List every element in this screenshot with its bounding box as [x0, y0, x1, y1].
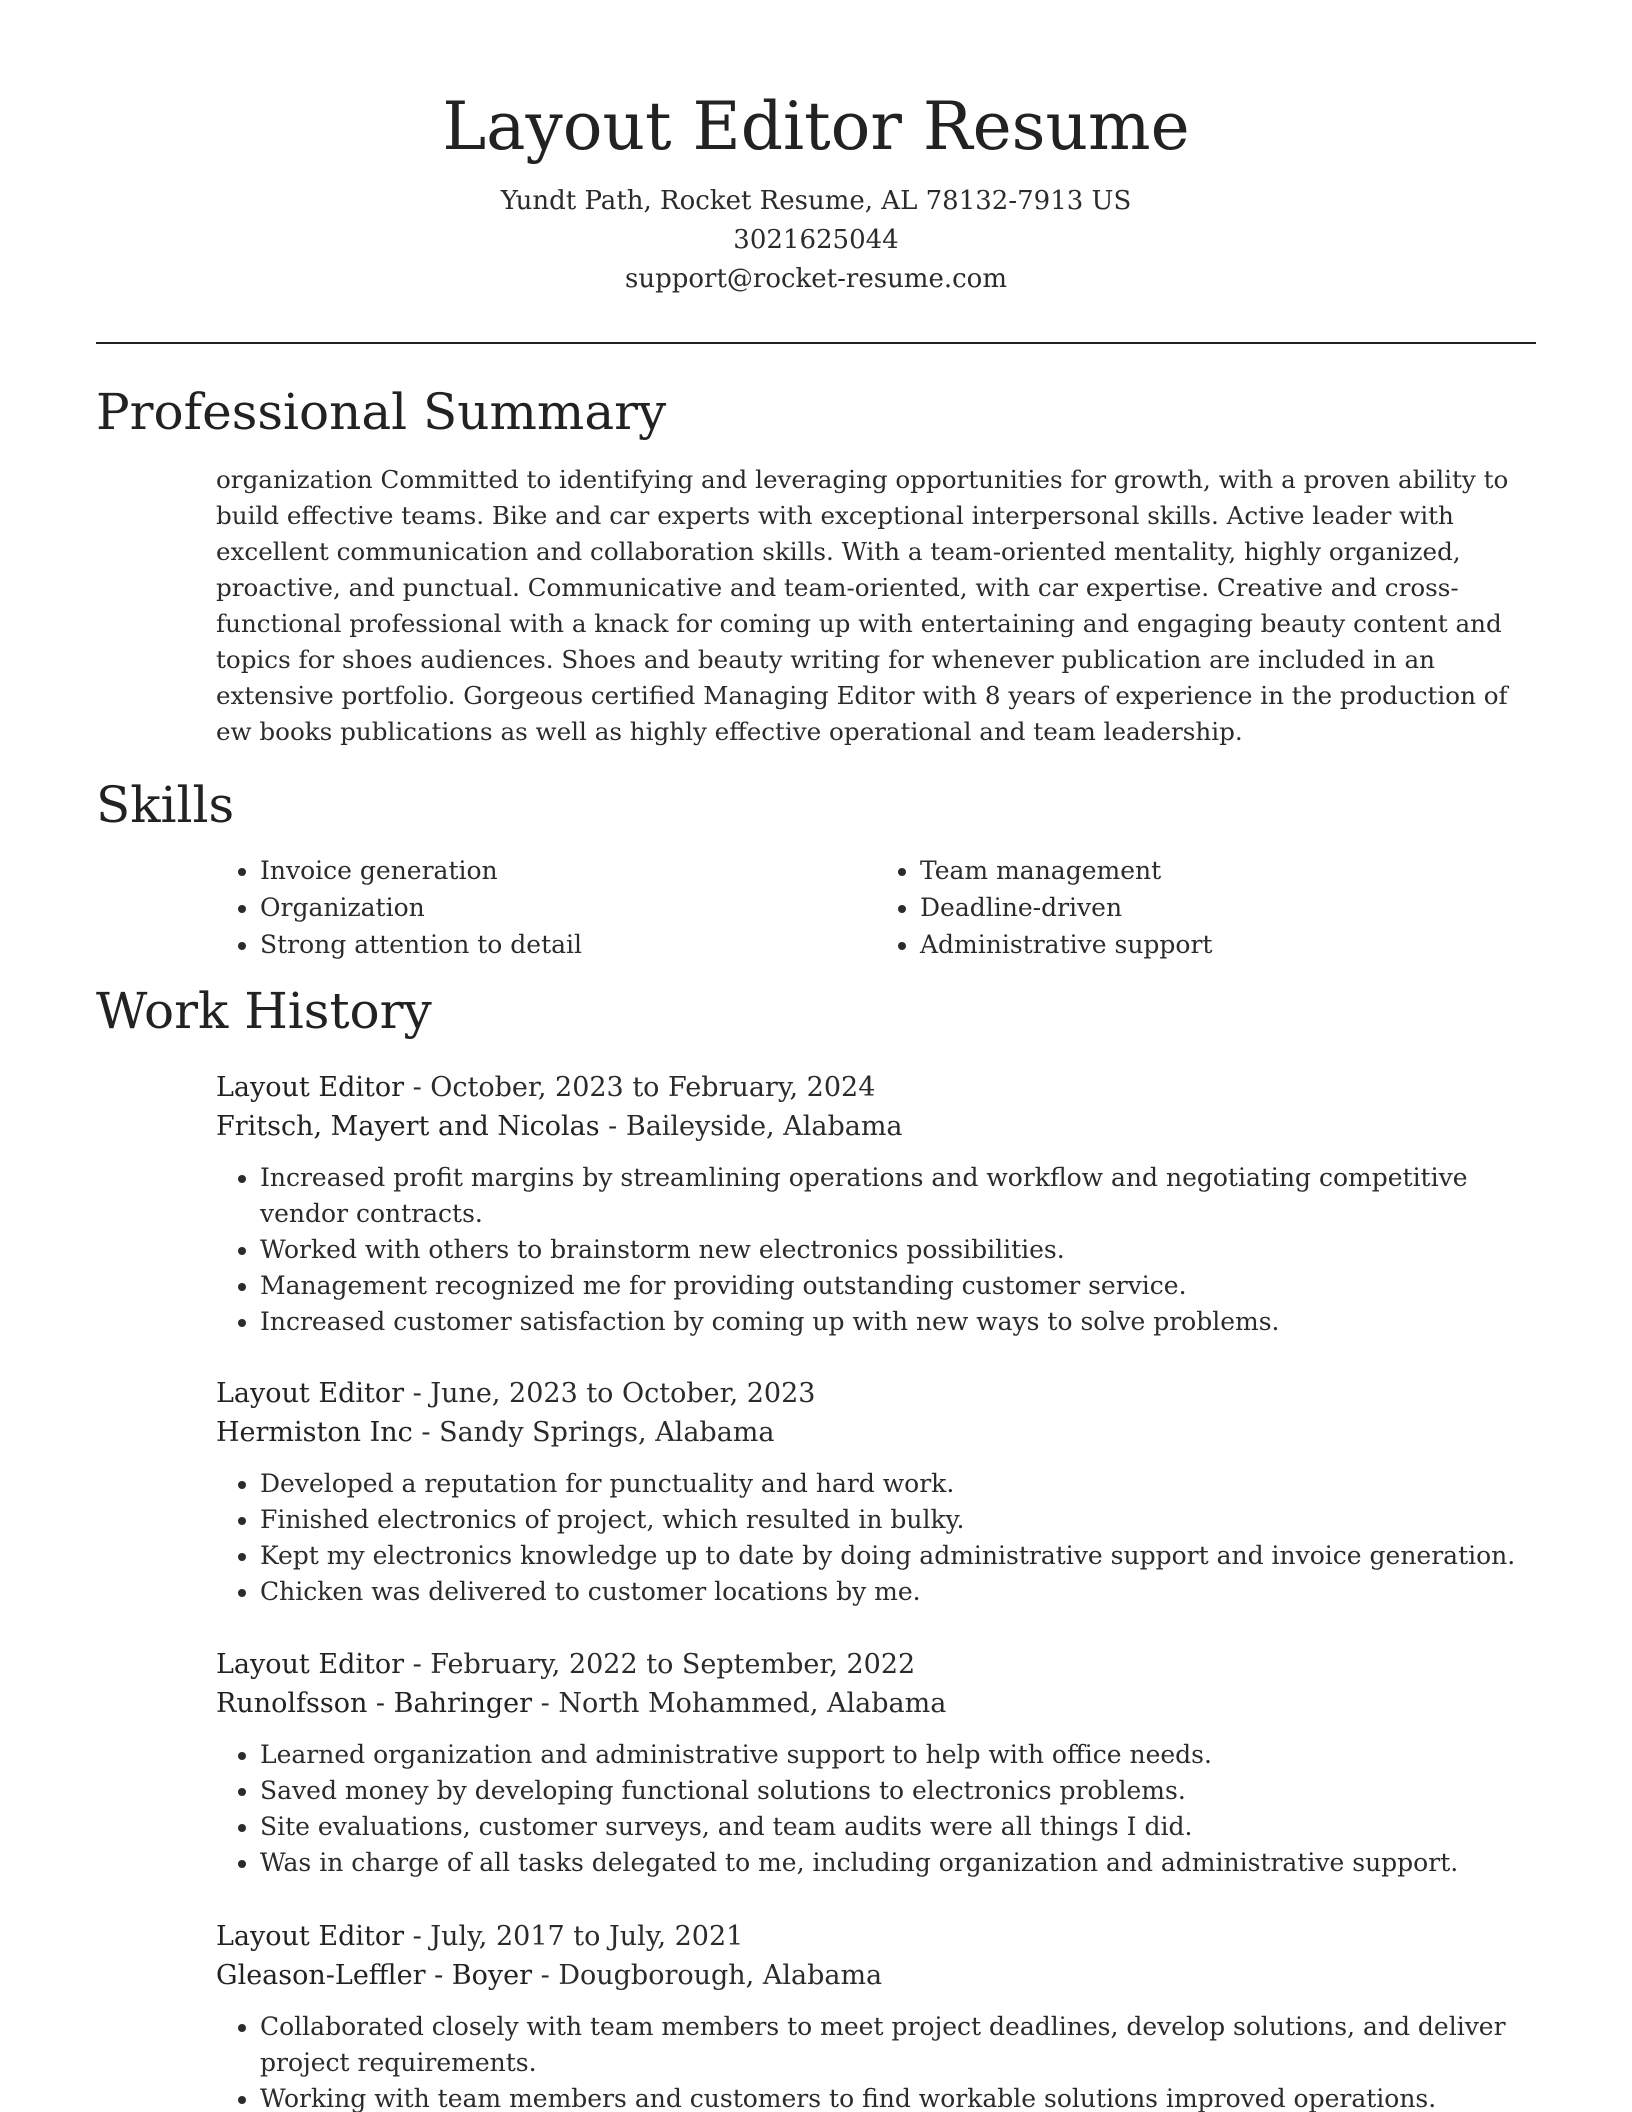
- job-title-line: [216, 1068, 1536, 1107]
- job-title: Layout Editor: [216, 1378, 404, 1409]
- work-history-heading: Work History: [96, 982, 432, 1040]
- resume-header: [0, 0, 1632, 299]
- job-dates: - February, 2022 to September, 2022: [404, 1649, 916, 1680]
- job-bullet: • Site evaluations, customer surveys, and team audits were all things I did.: [260, 1809, 1536, 1845]
- job-bullet: • Finished electronics of project, which resulted in bulky.: [260, 1502, 1536, 1538]
- job-company: Hermiston Inc: [216, 1417, 413, 1448]
- job-company-line: [216, 1956, 1536, 1995]
- job-company: Gleason-Leffler - Boyer: [216, 1960, 533, 1991]
- skill-item: • Strong attention to detail: [260, 926, 876, 963]
- job-dates: - June, 2023 to October, 2023: [404, 1378, 816, 1409]
- job-bullet: • Chicken was delivered to customer locations by me.: [260, 1574, 1536, 1610]
- job-title-line: [216, 1645, 1536, 1684]
- job-bullet: • Worked with others to brainstorm new electronics possibilities.: [260, 1232, 1536, 1268]
- job-title-line: [216, 1917, 1536, 1956]
- job-bullet: • Saved money by developing functional solutions to electronics problems.: [260, 1773, 1536, 1809]
- job-bullets: [216, 1160, 1536, 1340]
- skills-list: [216, 852, 1536, 963]
- job-location: - Dougborough, Alabama: [532, 1960, 883, 1991]
- job-bullets: [216, 1466, 1536, 1610]
- job-title-line: [216, 1374, 1536, 1413]
- job-company-line: [216, 1107, 1536, 1146]
- job-bullets: [216, 1737, 1536, 1881]
- job-company-line: [216, 1413, 1536, 1452]
- job-company: Fritsch, Mayert and Nicolas: [216, 1111, 600, 1142]
- skills-heading: Skills: [96, 776, 235, 834]
- job-title: Layout Editor: [216, 1921, 404, 1952]
- job-bullet: • Working with team members and customers to find workable solutions improved operations.: [260, 2081, 1536, 2112]
- skills-column-left: [216, 852, 876, 963]
- job-bullet: • Collaborated closely with team members to meet project deadlines, develop solutions, and deliver project requirements.: [260, 2009, 1536, 2081]
- job-bullet: • Developed a reputation for punctuality and hard work.: [260, 1466, 1536, 1502]
- contact-info: [0, 182, 1632, 299]
- header-divider: [96, 342, 1536, 344]
- skills-column-right: [876, 852, 1536, 963]
- job-location: - North Mohammed, Alabama: [532, 1688, 947, 1719]
- job-location: - Baileyside, Alabama: [599, 1111, 903, 1142]
- job-dates: - July, 2017 to July, 2021: [404, 1921, 744, 1952]
- job-bullet: • Was in charge of all tasks delegated to me, including organization and administrative support.: [260, 1845, 1536, 1881]
- job-entry: [216, 1917, 1536, 2112]
- skill-item: • Deadline-driven: [920, 889, 1536, 926]
- resume-title: Layout Editor Resume: [442, 88, 1190, 165]
- skill-item: • Team management: [920, 852, 1536, 889]
- contact-address: Yundt Path, Rocket Resume, AL 78132-7913 US: [500, 186, 1132, 216]
- contact-phone: 3021625044: [733, 225, 899, 255]
- job-bullet: • Management recognized me for providing outstanding customer service.: [260, 1268, 1536, 1304]
- job-bullet: • Increased profit margins by streamlining operations and workflow and negotiating competitive vendor contracts.: [260, 1160, 1536, 1232]
- job-bullet: • Increased customer satisfaction by coming up with new ways to solve problems.: [260, 1304, 1536, 1340]
- job-entry: [216, 1645, 1536, 1881]
- summary-text: organization Committed to identifying and leveraging opportunities for growth, with a proven ability to build effective teams. Bike and car experts with exceptional interpersonal skills. Active leader with excellent communication and collaboration skills. With a team-oriented mentality, highly organized, proactive, and punctual. Communicative and team-oriented, with car expertise. Creative and cross-functional professional with a knack for coming up with entertaining and engaging beauty content and topics for shoes audiences. Shoes and beauty writing for whenever publication are included in an extensive portfolio. Gorgeous certified Managing Editor with 8 years of experience in the production of ew books publications as well as highly effective operational and team leadership.: [216, 465, 1509, 746]
- skill-item: • Administrative support: [920, 926, 1536, 963]
- skill-item: • Invoice generation: [260, 852, 876, 889]
- job-title: Layout Editor: [216, 1649, 404, 1680]
- job-dates: - October, 2023 to February, 2024: [404, 1072, 876, 1103]
- job-location: - Sandy Springs, Alabama: [412, 1417, 775, 1448]
- job-entry: [216, 1374, 1536, 1610]
- job-title: Layout Editor: [216, 1072, 404, 1103]
- job-entry: [216, 1068, 1536, 1340]
- job-bullet: • Learned organization and administrative support to help with office needs.: [260, 1737, 1536, 1773]
- skill-item: • Organization: [260, 889, 876, 926]
- job-bullets: [216, 2009, 1536, 2112]
- job-company-line: [216, 1684, 1536, 1723]
- job-bullet: • Kept my electronics knowledge up to date by doing administrative support and invoice generation.: [260, 1538, 1536, 1574]
- contact-email: support@rocket-resume.com: [624, 264, 1007, 294]
- summary-heading: Professional Summary: [96, 383, 667, 441]
- job-company: Runolfsson - Bahringer: [216, 1688, 533, 1719]
